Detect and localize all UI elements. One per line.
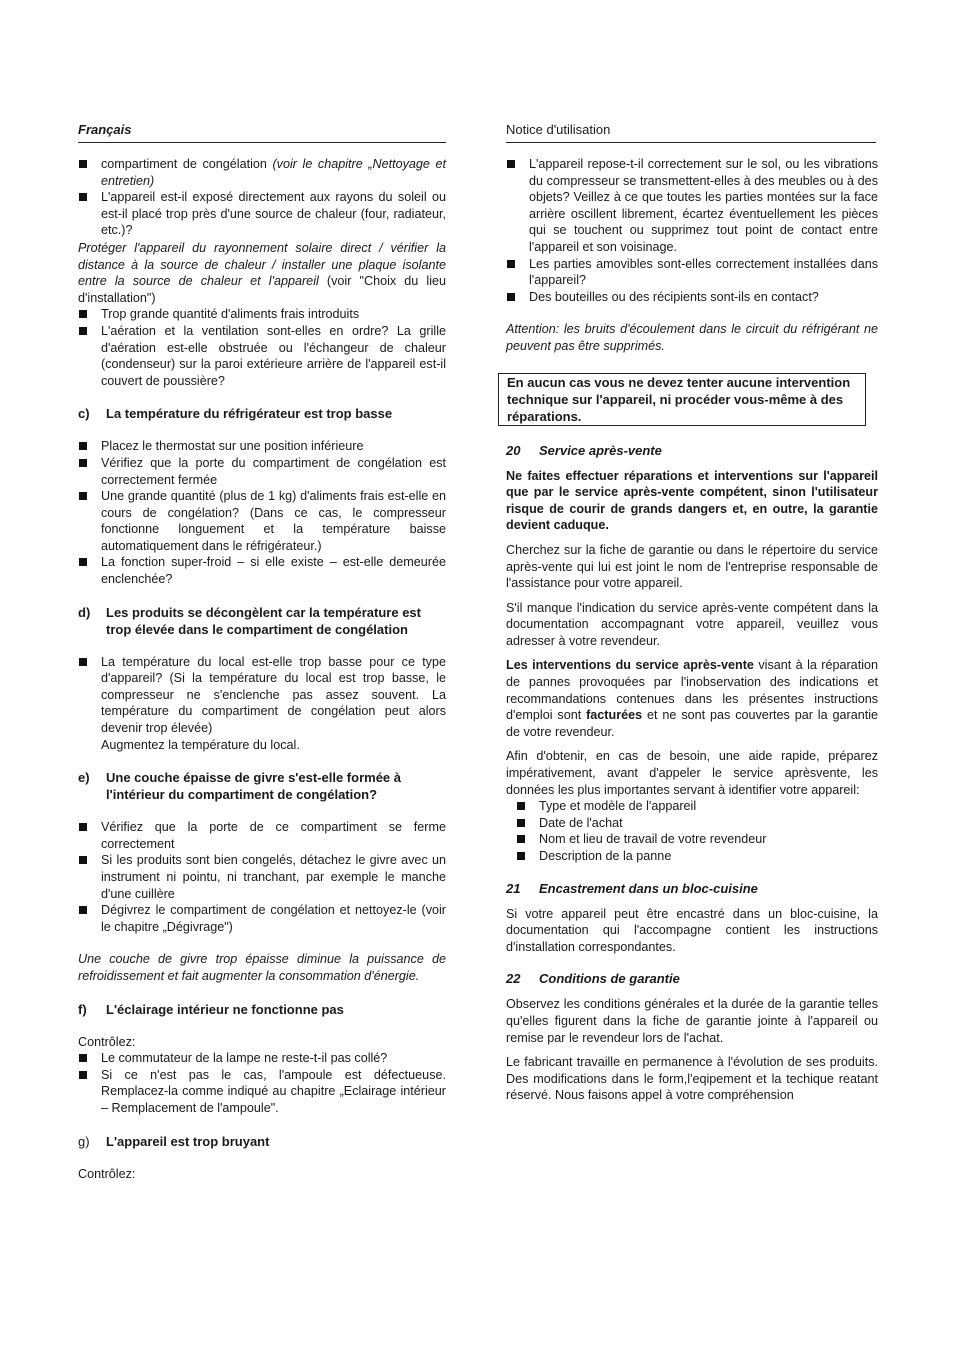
section-number: 20 [506, 442, 521, 458]
list-item: Le commutateur de la lampe ne reste-t-il pas collé? [78, 1050, 446, 1067]
bullet-list-warm [78, 156, 446, 239]
right-column [506, 156, 878, 1104]
list-item: Dégivrez le compartiment de congélation et nettoyez-le (voir le chapitre „Dégivrage") [78, 902, 446, 935]
list-item: La fonction super-froid – si elle existe – est-elle demeurée enclenchée? [78, 554, 446, 587]
bullet-list-f [78, 1050, 446, 1116]
list-item: Type et modèle de l'appareil [516, 798, 878, 815]
heading-letter: g) [78, 1133, 90, 1149]
list-item [78, 156, 446, 189]
normal-text: visant à la réparation de pannes provoquées par l'inobservation des indications et recommandations contenues dans les présentes instructions d'emploi sont [506, 658, 878, 723]
list-item: Trop grande quantité d'aliments frais introduits [78, 306, 446, 323]
paragraph-sun [78, 240, 446, 306]
language-label: Français [78, 122, 132, 137]
note-frost: Une couche de givre trop épaisse diminue la puissance de refroidissement et fait augmenter la consommation d'énergie. [78, 952, 446, 983]
section-number: 22 [506, 971, 521, 987]
check-intro: Contrôlez: [78, 1166, 136, 1181]
bold-text: facturées [586, 708, 643, 723]
heading-letter: e) [78, 770, 90, 786]
italic-text: Protéger l'appareil du rayonnement solaire direct / vérifier la distance à la source de chaleur / installer une plaque isolante entre la source de chaleur et l'appareil [78, 240, 446, 289]
section-title: Service après-vente [539, 442, 662, 458]
paragraph: Observez les conditions générales et la durée de la garantie telles qu'elles figurent dans la fiche de garantie jointe à l'appareil ou remise par le revendeur lors de l'achat. [506, 997, 878, 1045]
section-21-title [506, 880, 878, 897]
paragraph-billing [506, 657, 878, 740]
list-item: Les parties amovibles sont-elles correctement installées dans l'appareil? [506, 256, 878, 289]
list-item: L'appareil est-il exposé directement aux rayons du soleil ou est-il placé trop près d'une source de chaleur (four, radiateur, etc.)? [78, 189, 446, 239]
paragraph: Afin d'obtenir, en cas de besoin, une aide rapide, préparez impérativement, avant d'appeler le service aprèsvente, les données les plus importantes servant à identifier votre appareil: [506, 749, 878, 797]
attention-note: Attention: les bruits d'écoulement dans le circuit du réfrigérant ne peuvent pas être supprimés. [506, 322, 878, 353]
heading-letter: f) [78, 1001, 87, 1017]
header-language [78, 122, 446, 143]
bullet-list-ventilation [78, 306, 446, 389]
list-item: Des bouteilles ou des récipients sont-ils en contact? [506, 289, 878, 306]
section-number: 21 [506, 880, 521, 896]
paragraph: Si votre appareil peut être encastré dans un bloc-cuisine, la documentation qui l'accompagne contient les instructions d'installation correspondantes. [506, 906, 878, 954]
heading-letter: c) [78, 406, 90, 422]
item-text: compartiment de congélation [101, 157, 273, 171]
list-item: Si les produits sont bien congelés, détachez le givre avec un instrument ni pointu, ni tranchant, par exemple le manche d'une cuillère [78, 852, 446, 902]
item-text: La température du local est-elle trop basse pour ce type d'appareil? (Si la température du local est trop basse, le compresseur ne s'enclenche pas assez souvent. La température du compartiment de congélation peut alors devenir trop élevée) [101, 654, 446, 736]
section-title: Conditions de garantie [539, 971, 680, 987]
heading-g [78, 1133, 446, 1150]
paragraph: Le fabricant travaille en permanence à l'évolution de ses produits. Des modifications dans le form,l'eqipement et la techique reatant réservé. Nous faisons appel à votre compréhension [506, 1055, 878, 1103]
heading-e [78, 769, 446, 803]
paragraph: Cherchez sur la fiche de garantie ou dans le répertoire du service après-vente qui lui est joint le nom de l'entreprise responsable de l'assistance pour votre appareil. [506, 542, 878, 591]
list-item: Vérifiez que la porte de ce compartiment se ferme correctement [78, 819, 446, 852]
warning-box [498, 373, 866, 426]
item-text: Augmentez la température du local. [101, 737, 300, 752]
heading-c [78, 405, 446, 422]
list-item: Vérifiez que la porte du compartiment de congélation est correctement fermée [78, 455, 446, 488]
normal-text: (voir "Choix du lieu d'installation") [78, 274, 446, 305]
list-item [78, 654, 446, 754]
heading-f [78, 1001, 446, 1018]
warning-text: En aucun cas vous ne devez tenter aucune intervention technique sur l'appareil, ni procéder vous-même à des réparations. [507, 374, 851, 424]
service-warning: Ne faites effectuer réparations et interventions sur l'appareil que par le service après-vente compétent, sinon l'utilisateur risque de courir de grands dangers et, en outre, la garantie devient caduque. [506, 468, 878, 533]
normal-text: et ne sont pas couvertes par la garantie de votre revendeur. [506, 708, 879, 739]
list-item: Si ce n'est pas le cas, l'ampoule est défectueuse. Remplacez-la comme indiqué au chapitre „Eclairage intérieur – Remplacement de l'ampoule". [78, 1067, 446, 1117]
section-title: Encastrement dans un bloc-cuisine [539, 880, 758, 896]
header-document-title [506, 122, 876, 143]
heading-text: Les produits se décongèlent car la température est trop élevée dans le compartiment de congélation [106, 604, 421, 637]
list-item: Nom et lieu de travail de votre revendeur [516, 831, 878, 848]
bullet-list-d [78, 654, 446, 754]
paragraph: S'il manque l'indication du service après-vente compétent dans la documentation accompagnant votre appareil, veuillez vous adresser à votre revendeur. [506, 600, 878, 648]
list-item: Description de la panne [516, 848, 878, 865]
item-italic: (voir le chapitre „Nettoyage et entretien) [101, 157, 446, 188]
bullet-list-noise [506, 156, 878, 305]
bold-text: Les interventions du service après-vente [506, 658, 754, 673]
heading-text: L'éclairage intérieur ne fonctionne pas [106, 1001, 344, 1017]
bullet-list-e [78, 819, 446, 935]
section-20-title [506, 442, 878, 459]
list-item: Placez le thermostat sur une position inférieure [78, 438, 446, 455]
left-column [78, 156, 446, 1182]
heading-d [78, 604, 446, 638]
list-item: Une grande quantité (plus de 1 kg) d'aliments frais est-elle en cours de congélation? (Dans ce cas, le compresseur fonctionne longuement et la température baisse automatiquement dans le réfrigérateur.) [78, 488, 446, 554]
bullet-list-identify [506, 798, 878, 864]
list-item: L'appareil repose-t-il correctement sur le sol, ou les vibrations du compresseur se transmettent-elles à des meubles ou à des objets? Veillez à ce que toutes les parties montées sur la face arrière oscillent librement, écartez éventuellement les pièces qui se touchent ou supprimez tout point de contact entre l'appareil et son voisinage. [506, 156, 878, 256]
heading-text: L'appareil est trop bruyant [106, 1133, 270, 1149]
bullet-list-c [78, 438, 446, 587]
check-intro: Contrôlez: [78, 1034, 136, 1049]
document-title: Notice d'utilisation [506, 122, 611, 137]
list-item: Date de l'achat [516, 815, 878, 832]
heading-text: Une couche épaisse de givre s'est-elle formée à l'intérieur du compartiment de congélation? [106, 770, 402, 803]
heading-text: La température du réfrigérateur est trop basse [106, 406, 393, 422]
list-item: L'aération et la ventilation sont-elles en ordre? La grille d'aération est-elle obstruée ou l'échangeur de chaleur (condenseur) sur la paroi extérieure arrière de l'appareil est-il couvert de poussière? [78, 323, 446, 389]
section-22-title [506, 970, 878, 987]
heading-letter: d) [78, 604, 91, 620]
